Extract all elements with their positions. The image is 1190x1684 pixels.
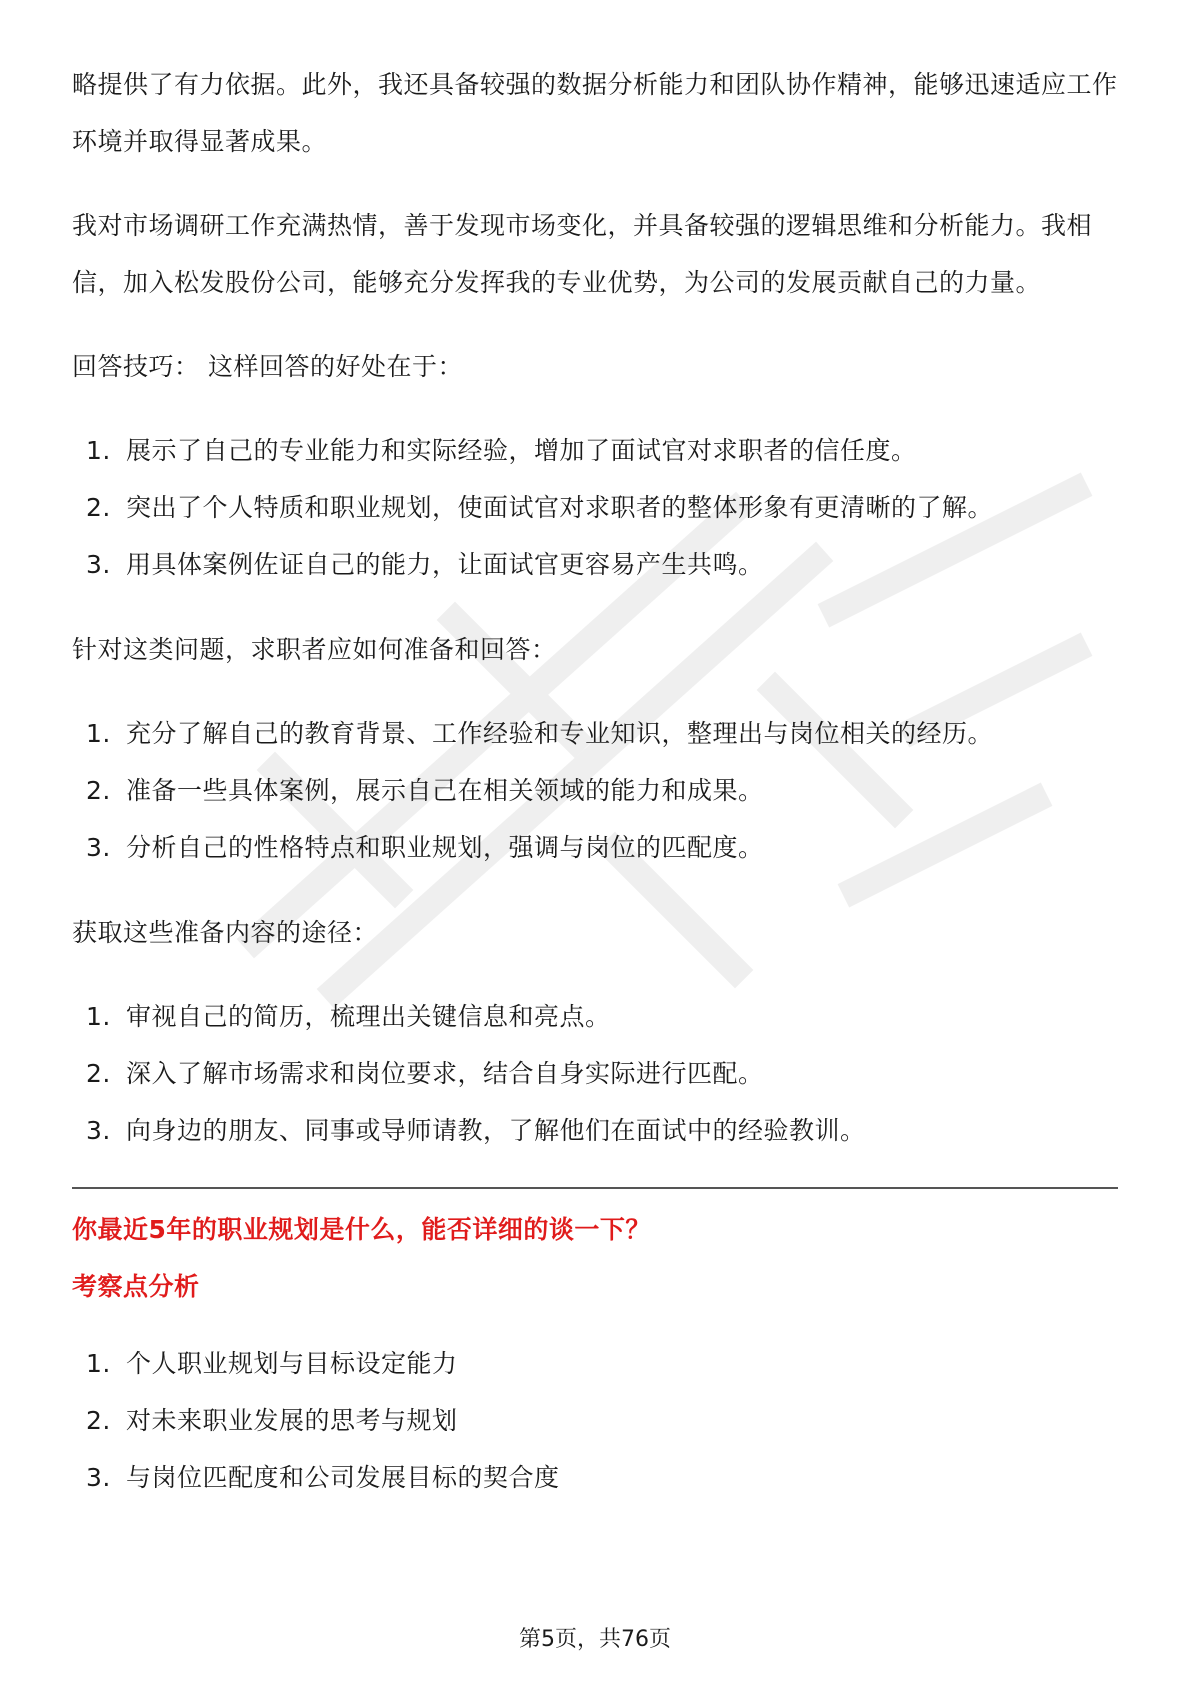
list-item-text: 突出了个人特质和职业规划，使面试官对求职者的整体形象有更清晰的了解。	[126, 493, 994, 522]
sources-heading: 获取这些准备内容的途径：	[72, 918, 379, 947]
page-footer: 第5页，共76页	[519, 1627, 671, 1652]
list-item	[72, 988, 1118, 1045]
list-item-text: 对未来职业发展的思考与规划	[126, 1406, 458, 1435]
list-item-text: 向身边的朋友、同事或导师请教，了解他们在面试中的经验教训。	[126, 1116, 866, 1145]
list-item-text: 与岗位匹配度和公司发展目标的契合度	[126, 1463, 560, 1492]
list-item-text: 个人职业规划与目标设定能力	[126, 1349, 458, 1378]
list-item-text: 展示了自己的专业能力和实际经验，增加了面试官对求职者的信任度。	[126, 436, 917, 465]
paragraph: 我对市场调研工作充满热情，善于发现市场变化，并具备较强的逻辑思维和分析能力。我相信，加入松发股份公司，能够充分发挥我的专业优势，为公司的发展贡献自己的力量。	[72, 211, 1093, 297]
list-item	[72, 536, 1118, 593]
list-item-text: 用具体案例佐证自己的能力，让面试官更容易产生共鸣。	[126, 550, 764, 579]
analysis-heading: 考察点分析	[72, 1272, 200, 1301]
list-number: 3.	[86, 1463, 111, 1492]
list-item	[72, 1392, 1118, 1449]
list-item	[72, 1449, 1118, 1506]
list-number: 2.	[86, 776, 111, 805]
list-item	[72, 1045, 1118, 1102]
prepare-heading: 针对这类问题，求职者应如何准备和回答：	[72, 635, 557, 664]
list-item	[72, 479, 1118, 536]
paragraph: 略提供了有力依据。此外，我还具备较强的数据分析能力和团队协作精神，能够迅速适应工作环境并取得显著成果。	[72, 70, 1118, 156]
list-item	[72, 1102, 1118, 1159]
section-divider	[72, 1187, 1118, 1189]
sources-list	[72, 988, 1118, 1159]
tips-list	[72, 422, 1118, 593]
list-number: 1.	[86, 1002, 111, 1031]
list-item-text: 准备一些具体案例，展示自己在相关领域的能力和成果。	[126, 776, 764, 805]
list-item-text: 充分了解自己的教育背景、工作经验和专业知识，整理出与岗位相关的经历。	[126, 719, 994, 748]
list-number: 1.	[86, 1349, 111, 1378]
list-item	[72, 422, 1118, 479]
list-number: 3.	[86, 1116, 111, 1145]
list-item	[72, 1335, 1118, 1392]
document-page	[72, 56, 1118, 1534]
question-heading: 你最近5年的职业规划是什么，能否详细的谈一下？	[72, 1215, 651, 1244]
list-item-text: 深入了解市场需求和岗位要求，结合自身实际进行匹配。	[126, 1059, 764, 1088]
list-item	[72, 762, 1118, 819]
list-item-text: 分析自己的性格特点和职业规划，强调与岗位的匹配度。	[126, 833, 764, 862]
list-number: 1.	[86, 436, 111, 465]
list-number: 3.	[86, 833, 111, 862]
list-item	[72, 819, 1118, 876]
list-number: 2.	[86, 1059, 111, 1088]
prepare-list	[72, 705, 1118, 876]
list-item	[72, 705, 1118, 762]
list-number: 2.	[86, 493, 111, 522]
list-number: 2.	[86, 1406, 111, 1435]
tips-heading: 回答技巧： 这样回答的好处在于：	[72, 352, 463, 381]
list-number: 1.	[86, 719, 111, 748]
analysis-list	[72, 1335, 1118, 1506]
list-number: 3.	[86, 550, 111, 579]
list-item-text: 审视自己的简历，梳理出关键信息和亮点。	[126, 1002, 611, 1031]
